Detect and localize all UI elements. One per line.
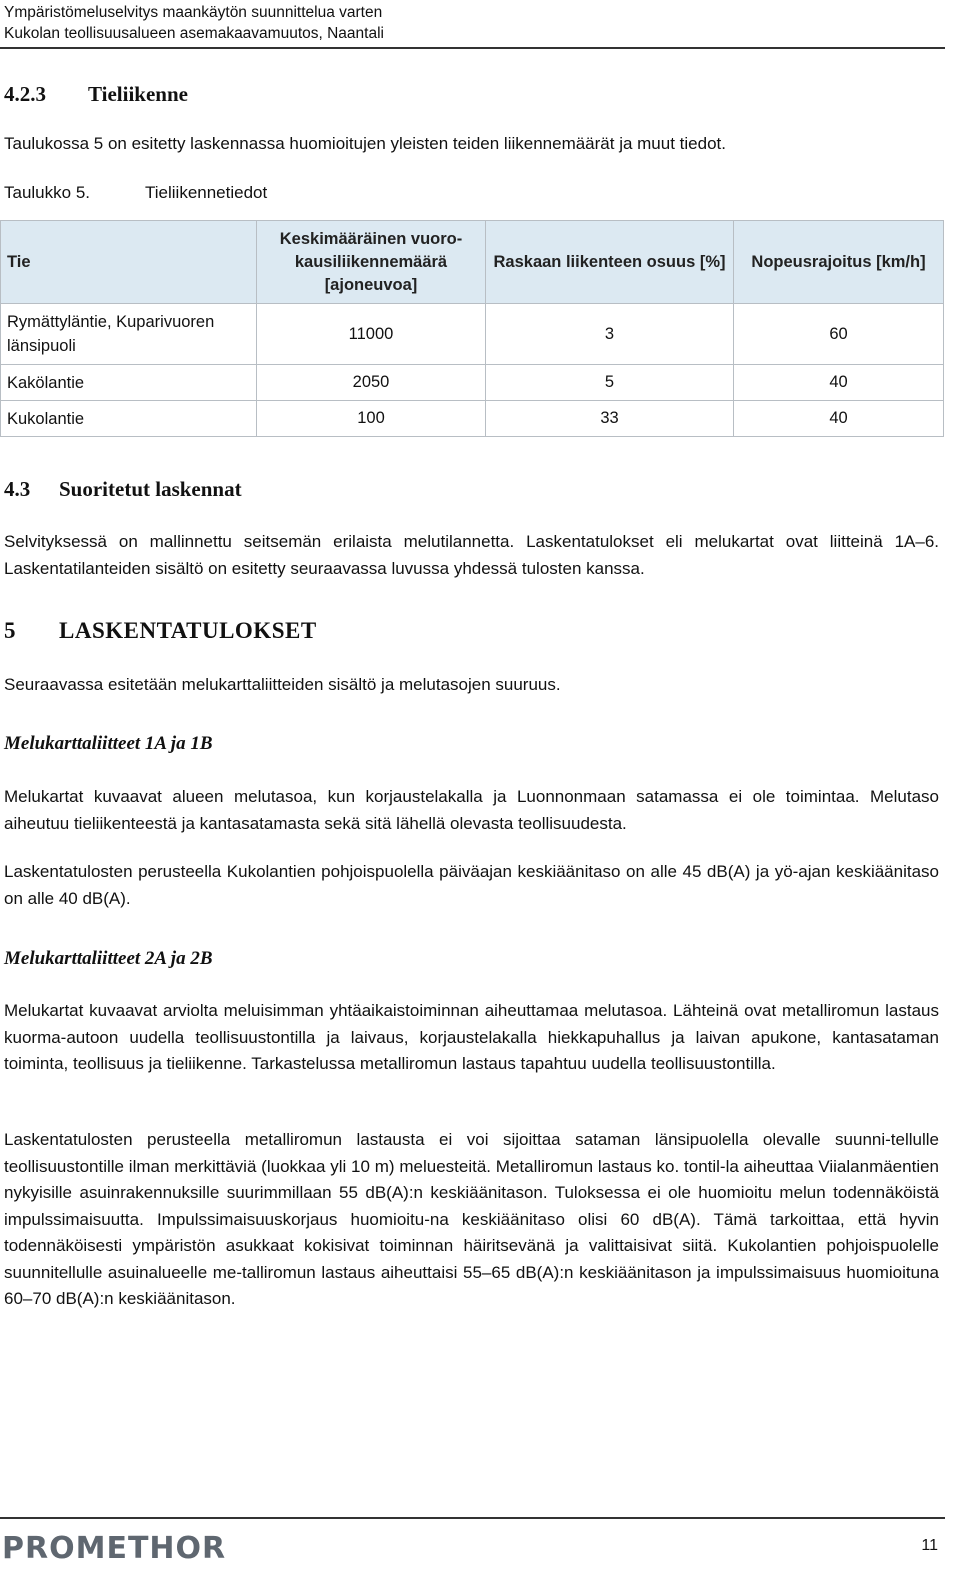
section-title: Tieliikenne: [88, 82, 188, 106]
subheading-1a-1b: Melukarttaliitteet 1A ja 1B: [4, 733, 213, 754]
table-header-row: [1, 221, 944, 304]
subheading-2a-2b: Melukarttaliitteet 2A ja 2B: [4, 948, 213, 969]
header-divider: [0, 47, 945, 49]
table-row: [1, 304, 944, 365]
section-number: 5: [4, 618, 16, 643]
cell-speed-limit: 40: [734, 401, 944, 437]
table-row: [1, 365, 944, 401]
page-header: [4, 2, 944, 44]
page-number: 11: [921, 1537, 938, 1554]
paragraph-1a-1b-description: Melukartat kuvaavat alueen melutasoa, kun korjaustelakalla ja Luonnonmaan satamassa ei ole toimintaa. Melutaso aiheutuu tieliikenteestä ja kantasatamasta sekä sitä lähellä olevasta teollisuudesta.: [4, 787, 939, 833]
header-cell-traffic-volume: Keskimääräinen vuoro-kausiliikennemäärä [ajoneuvoa]: [257, 221, 486, 304]
section-heading-4-2-3: [4, 82, 188, 107]
paragraph-2a-2b-description: Melukartat kuvaavat arviolta meluisimman yhtäaikaistoiminnan aiheuttamaa melutasoa. Lähteinä ovat metalliromun lastaus kuorma-autoon uudella teollisuustontilla ja laivaus, korjaustelakalla hiekkapuhallus ja laivan apukone, kantasataman toiminta, teollisuus ja tieliikenne. Tarkastelussa metalliromun lastaus tapahtuu uudella teollisuustontilla.: [4, 1001, 939, 1073]
paragraph-2a-2b-results: Laskentatulosten perusteella metalliromun lastausta ei voi sijoittaa sataman länsipuolella olevalle suunni-tellulle teollisuustontille ilman merkittäviä (luokkaa yli 10 m) meluesteitä. Metalliromun lastaus ko. tontil-la aiheuttaa Viialanmäentien nykyisille asuinrakennuksille suurimmillaan 55 dB(A):n keskiäänitason. Tuloksessa ei ole huomioitu melun todennäköistä impulssimaisuutta. Impulssimaisuuskorjaus huomioitu-na keskiäänitaso olisi 60 dB(A). Tämä tarkoittaa, että hyvin todennäköisesti ympäristön asukkaat kokisivat toiminnan häiritsevänä ja valittaisivat siitä. Kukolantien pohjoispuolelle suunnitellulle asuinalueelle me-talliromun lastaus aiheuttaisi 55–65 dB(A):n keskiäänitason ja impulssimaisuus huomioituna 60–70 dB(A):n keskiäänitason.: [4, 1130, 939, 1308]
header-line-1: Ympäristömeluselvitys maankäytön suunnittelua varten: [4, 4, 383, 21]
paragraph-1a-1b-results: Laskentatulosten perusteella Kukolantien pohjoispuolella päiväajan keskiäänitaso on alle 45 dB(A) ja yö-ajan keskiäänitaso on alle 40 dB(A).: [4, 862, 939, 908]
header-line-2: Kukolan teollisuusalueen asemakaavamuutos, Naantali: [4, 25, 384, 42]
intro-paragraph: Taulukossa 5 on esitetty laskennassa huomioitujen yleisten teiden liikennemäärät ja muut tiedot.: [4, 134, 726, 153]
cell-heavy-share: 33: [486, 401, 734, 437]
section-title: Suoritetut laskennat: [59, 477, 242, 501]
header-cell-heavy-share: Raskaan liikenteen osuus [%]: [486, 221, 734, 304]
table-row: [1, 401, 944, 437]
cell-road: Kakölantie: [1, 365, 257, 401]
section-4-3-paragraph: Selvityksessä on mallinnettu seitsemän erilaista melutilannetta. Laskentatulokset eli melukartat ovat liitteinä 1A–6. Laskentatilanteiden sisältö on esitetty seuraavassa luvussa yhdessä tulosten kanssa.: [4, 532, 939, 578]
section-5-paragraph: Seuraavassa esitetään melukarttaliitteiden sisältö ja melutasojen suuruus.: [4, 675, 561, 694]
header-cell-speed-limit: Nopeusrajoitus [km/h]: [734, 221, 944, 304]
cell-traffic-volume: 11000: [257, 304, 486, 365]
table-caption-text: Tieliikennetiedot: [145, 183, 268, 202]
table-caption-label: Taulukko 5.: [4, 183, 90, 202]
cell-road: Rymättyläntie, Kuparivuoren länsipuoli: [1, 304, 257, 365]
cell-traffic-volume: 2050: [257, 365, 486, 401]
traffic-table: [0, 220, 944, 437]
header-cell-road: Tie: [1, 221, 257, 304]
cell-speed-limit: 60: [734, 304, 944, 365]
section-title: LASKENTATULOKSET: [59, 618, 317, 643]
footer-divider: [0, 1517, 945, 1519]
cell-speed-limit: 40: [734, 365, 944, 401]
cell-traffic-volume: 100: [257, 401, 486, 437]
section-heading-5: [4, 618, 317, 644]
promethor-logo: PROMETHOR: [2, 1531, 227, 1566]
table-caption: [4, 183, 267, 203]
cell-heavy-share: 3: [486, 304, 734, 365]
cell-heavy-share: 5: [486, 365, 734, 401]
section-number: 4.3: [4, 477, 31, 501]
section-heading-4-3: [4, 477, 242, 502]
section-number: 4.2.3: [4, 82, 46, 106]
cell-road: Kukolantie: [1, 401, 257, 437]
